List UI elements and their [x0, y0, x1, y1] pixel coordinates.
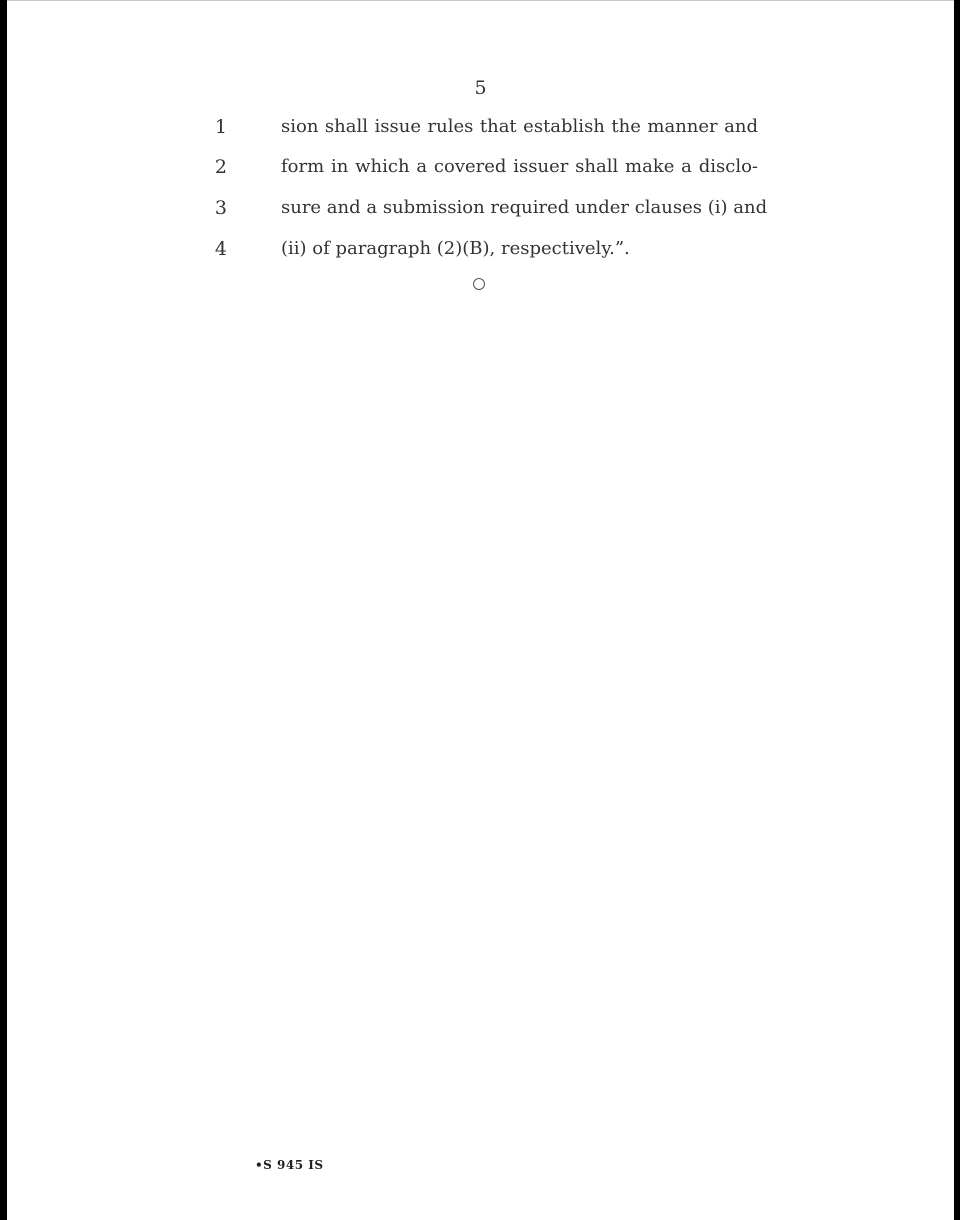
- text-line-3: [7, 197, 954, 227]
- text-line-1: [7, 116, 954, 146]
- line-text: sion shall issue rules that establish the manner and: [281, 116, 758, 137]
- page-number: 5: [474, 77, 487, 99]
- line-number: 1: [214, 116, 227, 138]
- line-text: form in which a covered issuer shall make a disclo-: [281, 156, 758, 177]
- text-line-4: [7, 238, 954, 268]
- line-number: 4: [214, 238, 227, 260]
- bill-identifier: •S 945 IS: [255, 1158, 324, 1172]
- end-of-text-circle-icon: [473, 278, 485, 290]
- text-line-2: [7, 156, 954, 186]
- line-number: 2: [214, 156, 227, 178]
- document-page: [7, 0, 954, 1220]
- line-text: (ii) of paragraph (2)(B), respectively.”.: [281, 238, 630, 259]
- line-number: 3: [214, 197, 227, 219]
- line-text: sure and a submission required under clauses (i) and: [281, 197, 768, 218]
